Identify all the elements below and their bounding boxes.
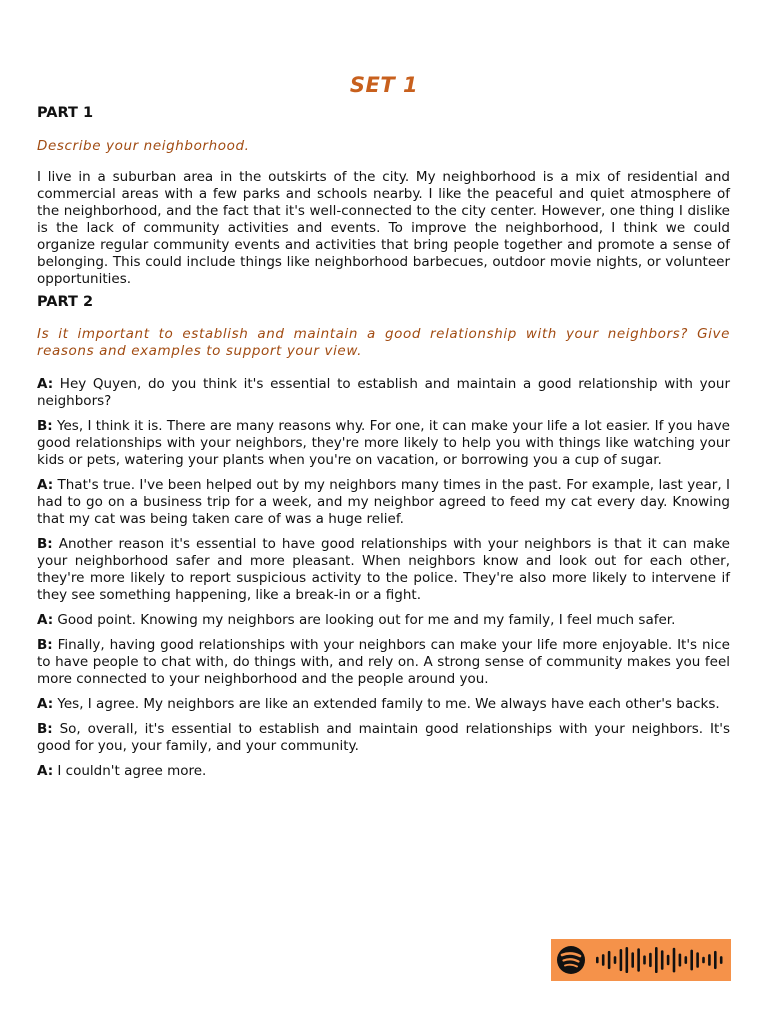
code-bars (596, 947, 723, 973)
code-bar (643, 955, 646, 964)
code-bar (696, 952, 699, 968)
code-bar (702, 957, 705, 964)
spotify-logo-icon (557, 946, 585, 974)
part2-question: Is it important to establish and maintain a good relationship with your neighbors? Give reasons and examples to support your view. (37, 326, 730, 359)
dialogue-text: Yes, I agree. My neighbors are like an extended family to me. We always have each other's backs. (53, 696, 720, 712)
dialogue-text: Yes, I think it is. There are many reasons why. For one, it can make your life a lot easier. If you have good relationships with your neighbors, they're more likely to help you with things like watching your kids or pets, watering your plants when you're on vacation, or borrowing you a cup of sugar. (37, 418, 730, 468)
dialogue-text: Another reason it's essential to have good relationships with your neighbors is that it can make your neighborhood safer and more pleasant. When neighbors know and look out for each other, they're more likely to report suspicious activity to the police. They're also more likely to intervene if they see something happening, like a break-in or a fight. (37, 536, 730, 603)
speaker-label: A: (37, 763, 54, 779)
speaker-label: A: (37, 696, 54, 712)
code-bar (602, 954, 605, 966)
dialogue-line (37, 376, 730, 410)
code-bar (608, 951, 611, 969)
dialogue-line (37, 721, 730, 755)
speaker-label: A: (37, 477, 54, 493)
code-bar (655, 947, 658, 973)
speaker-label: B: (37, 418, 53, 434)
speaker-label: B: (37, 637, 53, 653)
dialogue-line (37, 637, 730, 688)
dialogue-line (37, 612, 730, 629)
dialogue-line (37, 536, 730, 604)
code-bar (631, 952, 634, 968)
code-bar (626, 947, 629, 973)
code-bar (685, 956, 688, 964)
dialogue-line (37, 477, 730, 528)
dialogue-text: So, overall, it's essential to establish and maintain good relationships with your neighbors. It's good for you, your family, and your community. (37, 721, 730, 754)
dialogue-text: Finally, having good relationships with your neighbors can make your life more enjoyable. It's nice to have people to chat with, do things with, and rely on. A strong sense of community makes you feel more connected to your neighborhood and the people around you. (37, 637, 730, 687)
speaker-label: A: (37, 612, 54, 628)
code-bar (620, 949, 623, 971)
code-bar (661, 950, 664, 970)
dialogue-text: I couldn't agree more. (53, 763, 207, 779)
code-bar (614, 956, 617, 964)
part1-heading: PART 1 (37, 105, 94, 121)
spotify-code-graphic (551, 939, 731, 981)
dialogue-text: Good point. Knowing my neighbors are looking out for me and my family, I feel much safer. (53, 612, 676, 628)
code-bar (690, 950, 693, 971)
part2-heading: PART 2 (37, 294, 94, 310)
code-bar (667, 955, 670, 965)
code-bar (673, 948, 676, 973)
dialogue-line (37, 418, 730, 469)
part1-answer: I live in a suburban area in the outskirts of the city. My neighborhood is a mix of residential and commercial areas with a few parks and schools nearby. I like the peaceful and quiet atmosphere of the neighborhood, and the fact that it's well-connected to the city center. However, one thing I dislike is the lack of community activities and events. To improve the neighborhood, I think we could organize regular community events and activities that bring people together and promote a sense of belonging. This could include things like neighborhood barbecues, outdoor movie nights, or volunteer opportunities. (37, 169, 730, 287)
code-bar (708, 954, 711, 966)
part1-question: Describe your neighborhood. (37, 138, 250, 154)
dialogue-text: That's true. I've been helped out by my neighbors many times in the past. For example, last year, I had to go on a business trip for a week, and my neighbor agreed to feed my cat every day. Knowing that my cat was being taken care of was a huge relief. (37, 477, 730, 527)
code-bar (596, 957, 599, 964)
speaker-label: A: (37, 376, 54, 392)
code-bar (637, 948, 640, 971)
speaker-label: B: (37, 536, 53, 552)
code-bar (720, 956, 723, 964)
code-bar (649, 953, 652, 967)
speaker-label: B: (37, 721, 53, 737)
code-bar (714, 951, 717, 969)
spotify-code[interactable] (551, 939, 731, 981)
dialogue-line (37, 763, 730, 780)
dialogue-text: Hey Quyen, do you think it's essential to establish and maintain a good relationship with your neighbors? (37, 376, 730, 409)
dialogue-line (37, 696, 730, 713)
set-title: SET 1 (349, 73, 419, 97)
dialogue (37, 376, 730, 788)
code-bar (679, 954, 682, 967)
